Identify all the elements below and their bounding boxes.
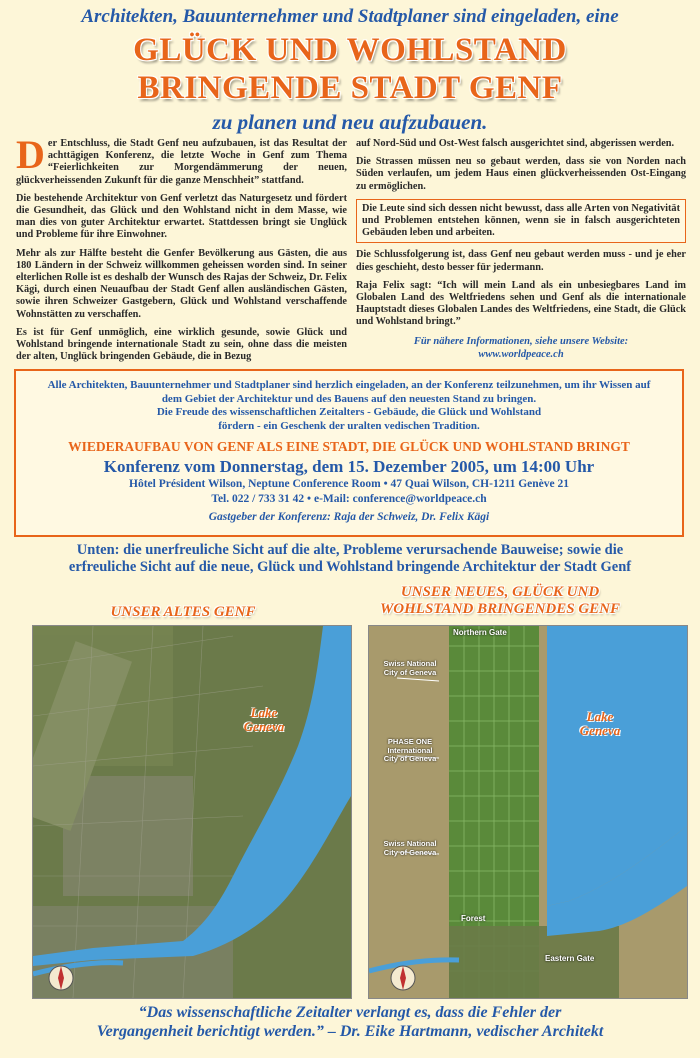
highlight-text: Die Leute sind sich dessen nicht bewusst, dass alle Arten von Negativität und Problemen entstehen können, wenn sie in falsch ausgerichteten Gebäuden leben und arbeiten. <box>362 202 680 239</box>
invite-line-3: Die Freude des wissenschaftlichen Zeitalters - Gebäude, die Glück und Wohlstand <box>156 406 542 418</box>
conference-location: Hôtel Président Wilson, Neptune Conference Room • 47 Quai Wilson, CH-1211 Genève 21 <box>129 478 569 490</box>
contact-info <box>356 335 686 361</box>
old-lake-label-2: Geneva <box>243 719 285 734</box>
northern-gate-label: Northern Gate <box>453 628 507 637</box>
caption-line-2: erfreuliche Sicht auf die neue, Glück und Wohlstand bringende Architektur der Stadt Genf <box>68 559 632 575</box>
phase-one-label-c: City of Geneva <box>383 754 437 763</box>
old-geneva-title: UNSER ALTES GENF <box>110 604 256 620</box>
closing-quote <box>20 1003 680 1041</box>
forest-label: Forest <box>461 914 486 923</box>
quote-line-2: Vergangenheit berichtigt werden.” – Dr. Eike Hartmann, vedischer Architekt <box>96 1023 604 1040</box>
highlight-box <box>356 199 686 244</box>
swiss-city-label-1 <box>375 660 445 677</box>
old-lake-label-1: Lake <box>250 705 278 720</box>
swiss-city-label-2a: Swiss National <box>383 839 437 848</box>
headline-line-1: GLÜCK UND WOHLSTAND <box>133 32 567 68</box>
right-paragraph-4: Raja Felix sagt: “Ich will mein Land als ein unbesiegbares Land im Globalen Land des Weltfriedens sehen und Genf als die internationale Hauptstadt dieses Globalen Landes des Weltfriedens, eine Stadt, die Glück und Wohlstand bringt.” <box>356 279 686 328</box>
headline-line-2: BRINGENDE STADT GENF <box>137 70 563 106</box>
left-paragraph-3: Mehr als zur Hälfte besteht die Genfer Bevölkerung aus Gästen, die aus 180 Ländern in der Schweiz willkommen geheissen worden sind. In seiner elterlichen Rolle ist es deshalb der Wunsch des Rajas der Schweiz, Dr. Felix Kägi, durch einen Neuaufbau der Stadt Genf allen ausländischen Gästen, sowie ihren Schweizer Gastgebern, Glück und Wohlstand verschaffende Wohnstätten zu verschaffen. <box>16 247 347 320</box>
quote-line-1: “Das wissenschaftliche Zeitalter verlangt es, dass die Fehler der <box>138 1004 562 1021</box>
new-lake-label <box>565 710 635 738</box>
intro-line: Architekten, Bauunternehmer und Stadtplaner sind eingeladen, eine <box>81 6 619 27</box>
new-geneva-map <box>368 625 688 999</box>
contact-line: Für nähere Informationen, siehe unsere Website: <box>413 335 629 347</box>
new-geneva-title-line-2: WOHLSTAND BRINGENDES GENF <box>379 601 621 617</box>
website-link[interactable]: www.worldpeace.ch <box>478 348 564 360</box>
conference-date: Konferenz vom Donnerstag, dem 15. Dezember 2005, um 14:00 Uhr <box>103 457 595 476</box>
invite-line-4: fördern - ein Geschenk der uralten vedischen Tradition. <box>218 419 480 432</box>
swiss-city-label-1b: City of Geneva <box>383 667 437 677</box>
conference-host: Gastgeber der Konferenz: Raja der Schweiz, Dr. Felix Kägi <box>208 511 490 523</box>
new-geneva-title <box>360 584 640 618</box>
invite-line-1: Alle Architekten, Bauunternehmer und Stadtplaner sind herzlich eingeladen, an der Konferenz teilzunehmen, um ihr Wissen auf <box>47 379 651 391</box>
phase-one-label-b: International <box>387 745 433 755</box>
left-paragraph-1 <box>16 132 347 187</box>
dropcap: D <box>16 132 45 177</box>
right-paragraph-1: auf Nord-Süd und Ost-West falsch ausgerichtet sind, abgerissen werden. <box>356 138 675 149</box>
swiss-city-label-2b: City of Geneva <box>383 847 437 857</box>
swiss-city-label-1a: Swiss National <box>383 659 437 668</box>
old-lake-label <box>229 706 299 734</box>
phase-one-label <box>375 738 445 764</box>
conference-title: WIEDERAUFBAU VON GENF ALS EINE STADT, DIE GLÜCK UND WOHLSTAND BRINGT <box>68 439 630 454</box>
caption-line-1: Unten: die unerfreuliche Sicht auf die alte, Probleme verursachende Bauweise; sowie die <box>76 542 624 558</box>
old-map-image <box>33 626 351 998</box>
right-paragraph-3: Die Schlussfolgerung ist, dass Genf neu gebaut werden muss - und je eher dies geschieht, desto besser für jedermann. <box>356 249 686 273</box>
maps-caption <box>20 542 680 576</box>
left-paragraph-2: Die bestehende Architektur von Genf verletzt das Naturgesetz und fördert die Gesundheit, das Glück und den Wohlstand nicht in dem Masse, wie man dies von guter Architektur erwartet. Stattdessen bringt sie Unglück und Probleme für ihre Einwohner. <box>16 192 347 241</box>
conference-contact: Tel. 022 / 733 31 42 • e-Mail: conference@worldpeace.ch <box>211 493 487 505</box>
left-paragraph-4: Es ist für Genf unmöglich, eine wirklich gesunde, sowie Glück und Wohlstand bringende internationale Stadt zu sein, ohne dass die meisten der alten, Unglück bringenden Gebäude, die in Bezug <box>16 326 347 363</box>
eastern-gate-label: Eastern Gate <box>545 954 595 963</box>
right-paragraph-2: Die Strassen müssen neu so gebaut werden, dass sie von Norden nach Süden verlaufen, um jedem Haus einen glückverheissenden Ost-Eingang zu ermöglichen. <box>356 156 686 192</box>
phase-one-label-a: PHASE ONE <box>387 737 433 746</box>
left-column <box>16 132 347 369</box>
new-map-image <box>369 626 687 998</box>
invite-line-2: dem Gebiet der Architektur und des Bauens auf den neuesten Stand zu bringen. <box>161 392 537 405</box>
subline: zu planen und neu aufzubauen. <box>212 110 488 134</box>
conference-box <box>14 369 684 537</box>
old-geneva-map <box>32 625 352 999</box>
new-geneva-title-line-1: UNSER NEUES, GLÜCK UND <box>400 584 600 600</box>
new-lake-label-2: Geneva <box>579 723 621 738</box>
right-column <box>356 138 686 361</box>
new-lake-label-1: Lake <box>586 709 614 724</box>
swiss-city-label-2 <box>375 840 445 857</box>
left-paragraph-1-text: er Entschluss, die Stadt Genf neu aufzubauen, ist das Resultat der achttägigen Konferenz, die letzte Woche in Genf zum Thema “Feierlichkeiten zur Morgendämmerung der neuen, glückverheissenden Zukunft für die ganze Menschheit” stattfand. <box>16 138 347 186</box>
